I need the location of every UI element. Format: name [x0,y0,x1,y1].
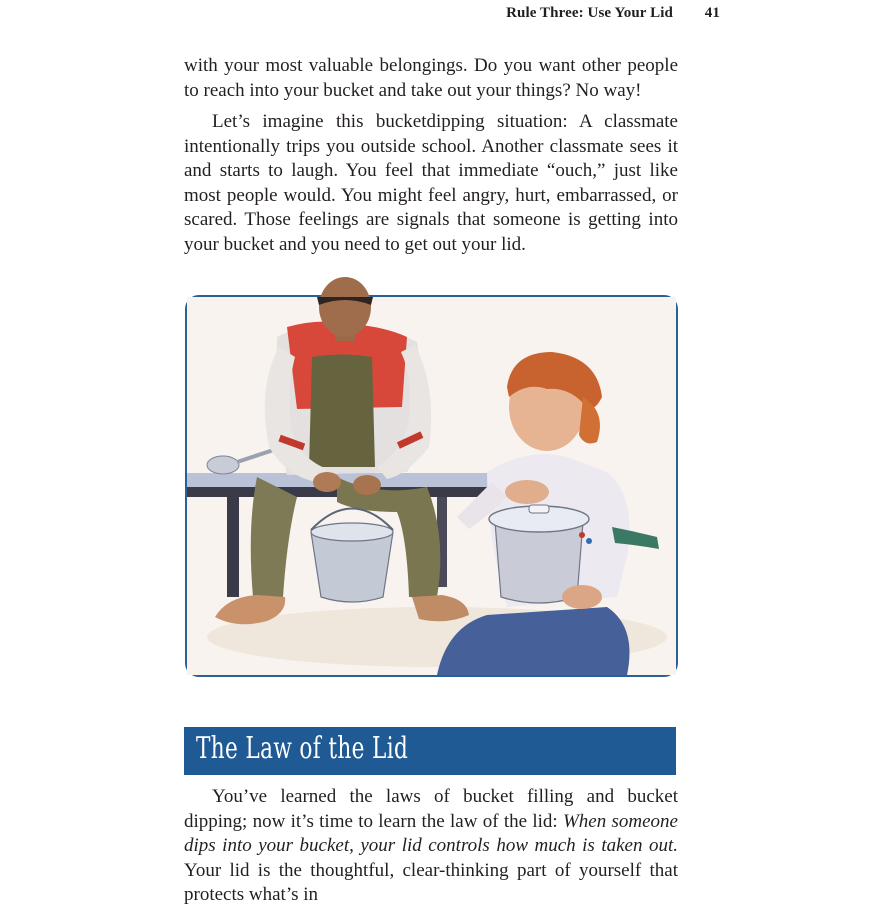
bench-leg [227,497,239,597]
paragraph-1: with your most valuable belongings. Do you want other people to reach into your bucket and take out your things? No way! [184,55,678,101]
running-head [506,5,720,22]
section-heading-banner [184,727,676,775]
page-number: 41 [704,5,720,21]
paragraph-3-end: Your lid is the thoughtful, clear-thinking part of yourself that protects what’s in [184,859,678,906]
section-title: The Law of the Lid [196,731,409,766]
paragraph-3 [184,785,678,908]
chapter-title: Rule Three: Use Your Lid [506,5,673,21]
paragraph-3-start: You’ve learned the laws of bucket filling and bucket dipping; now it’s time to learn the law of the lid: [184,786,678,832]
illustration-two-boys-with-buckets [185,295,678,677]
illustration-art [187,297,676,675]
law-of-the-lid-statement: When someone dips into your bucket, your lid controls how much is taken out. [184,810,678,857]
paragraph-2: Let’s imagine this bucketdipping situation: A classmate intentionally trips you outside school. Another classmate sees it and starts to laugh. You feel that immediate “ouch,” just like most people would. You might feel angry, hurt, embarrassed, or scared. Those feelings are signals that someone is getting into your bucket and you need to get out your lid. [184,111,678,255]
